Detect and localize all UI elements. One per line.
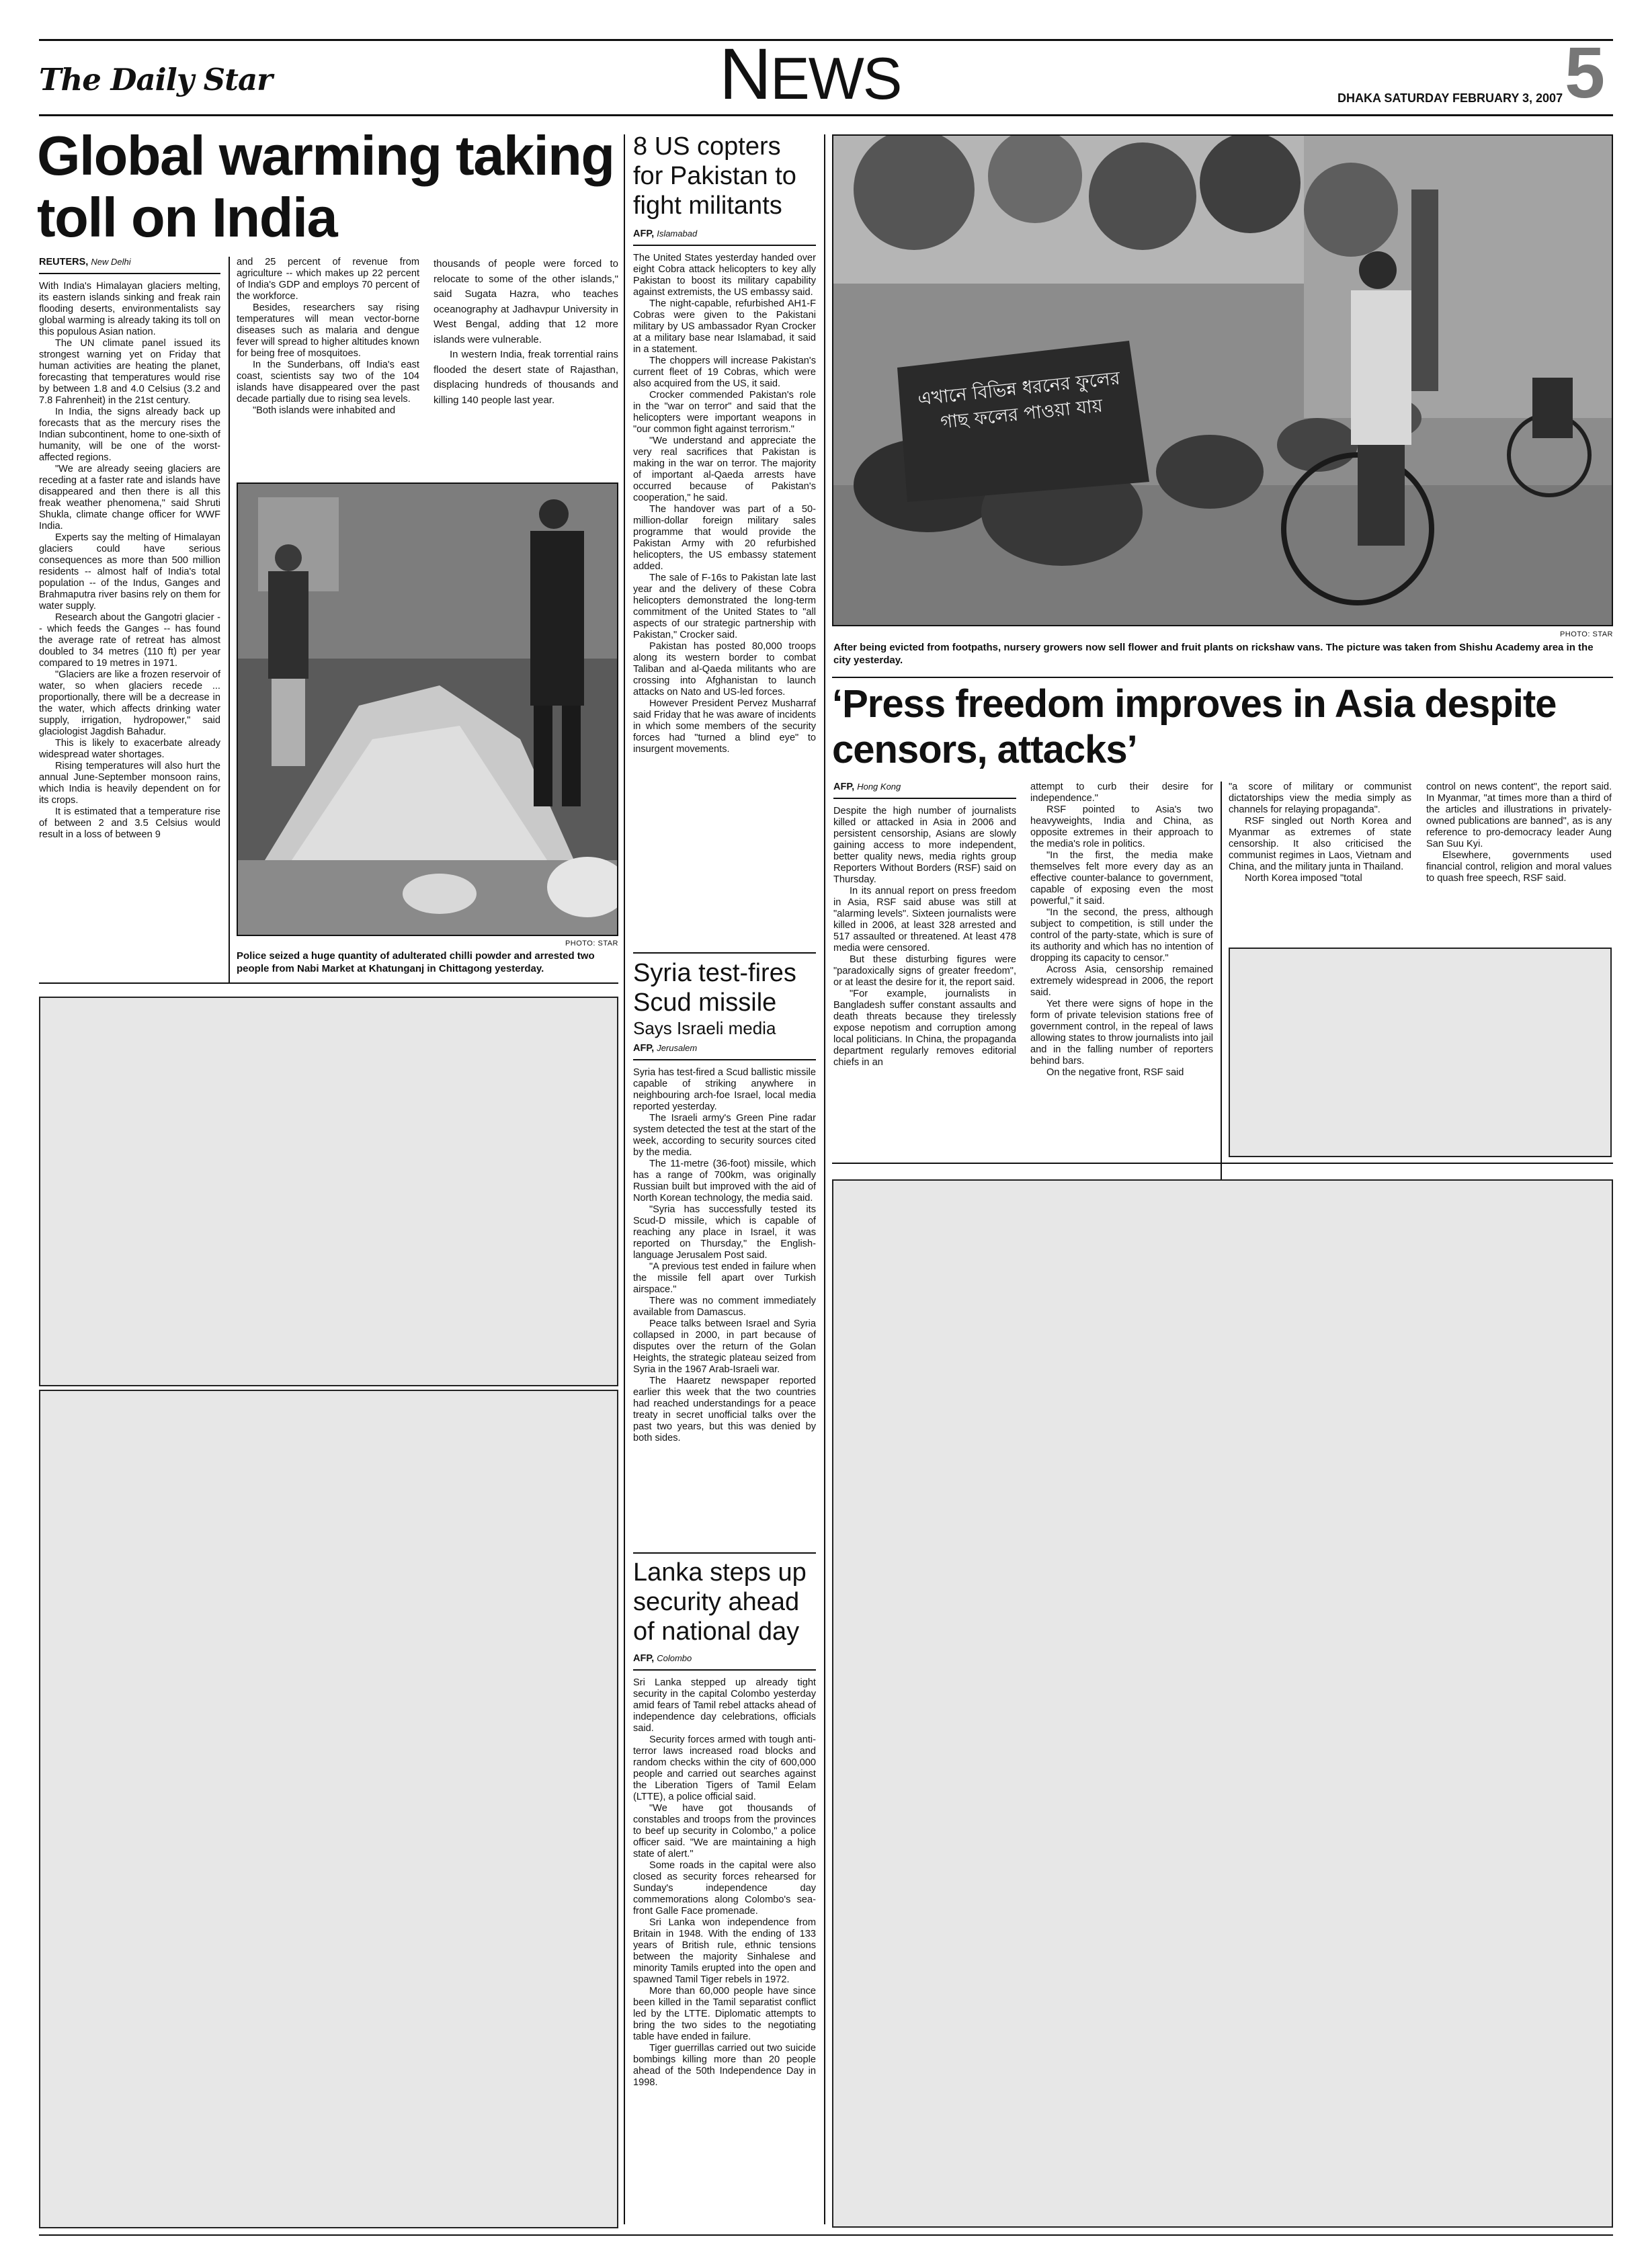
chilli-photo-illustration — [238, 484, 618, 936]
paragraph: However President Pervez Musharraf said Friday that he was aware of incidents in which some members of the security forces had "turned a blind eye" to insurgent movements. — [633, 698, 816, 755]
paragraph: RSF pointed to Asia's two heavyweights, India and China, as opposite extremes in their approach to the media's role in politics. — [1030, 804, 1213, 849]
paragraph: "Glaciers are like a frozen reservoir of water, so when glaciers recede ... proportionally, there will be a decrease in the water, which affects drinking water supply, irrigation, hydropower," said glaciologist Jagdish Bahadur. — [39, 669, 220, 737]
paragraph: It is estimated that a temperature rise of between 2 and 3.5 Celsius would result in a loss of between 9 — [39, 806, 220, 840]
article-body — [833, 806, 1016, 1068]
column-divider — [1221, 782, 1222, 1185]
paragraph: "In the first, the media make themselves felt more every day as an effective counter-balance to government, capable of exposing even the most powerful," it said. — [1030, 850, 1213, 907]
lanka-column — [633, 1558, 816, 2089]
section-rule — [39, 982, 618, 984]
column-divider — [624, 134, 625, 2224]
article-body — [633, 1677, 816, 2089]
paragraph: "In the second, the press, although subject to competition, is still under the control of the party-state, which is sure of its authority and which has no intention of dropping its capacity to censor." — [1030, 907, 1213, 964]
paragraph: There was no comment immediately available from Damascus. — [633, 1296, 816, 1318]
global-warming-col2 — [237, 257, 419, 417]
syria-column — [633, 958, 816, 1444]
ad-placeholder-3 — [1229, 948, 1612, 1157]
paragraph: The UN climate panel issued its strongest warning yet on Friday that human activities are heating the planet, forecasting that temperatures would rise by between 1.8 and 4.0 Celsius (3.2 and 7.8 Fahrenheit) in the 21st century. — [39, 338, 220, 406]
paragraph: "We are already seeing glaciers are receding at a faster rate and islands have disappeared and then there is all this freak weather phenomena," said Shruti Shukla, climate change officer for WWF India. — [39, 464, 220, 532]
syria-subhead: Says Israeli media — [633, 1018, 776, 1038]
ad-placeholder-2 — [39, 1390, 618, 2228]
paragraph: Experts say the melting of Himalayan glaciers could have serious consequences as more than 500 million residents -- almost half of India's total population -- of the Indus, Ganges and Brahmaputra river basins rely on them for water supply. — [39, 532, 220, 612]
agency-label: AFP, — [633, 1043, 655, 1054]
paragraph: Yet there were signs of hope in the form of private television stations free of government control, in the repeal of laws allowing states to throw journalists into jail and in the falling number of reporters behind bars. — [1030, 999, 1213, 1066]
section-rule — [832, 677, 1613, 678]
place-label: Colombo — [657, 1653, 692, 1663]
agency-label: REUTERS, — [39, 257, 89, 267]
paragraph: "A previous test ended in failure when the missile fell apart over Turkish airspace." — [633, 1261, 816, 1295]
place-label: Hong Kong — [857, 782, 901, 792]
paragraph: "Both islands were inhabited and — [253, 405, 396, 416]
article-body — [633, 1067, 816, 1444]
syria-headline: Syria test-fires Scud missile — [633, 959, 796, 1017]
ad-placeholder-1 — [39, 997, 618, 1386]
chilli-powder-photo — [237, 482, 618, 936]
column-divider — [824, 134, 825, 2224]
paragraph: More than 60,000 people have since been killed in the Tamil separatist conflict led by the LTTE. Diplomatic attempts to bring the two sides to the negotiating table have ended in failure. — [633, 1986, 816, 2042]
press-freedom-col2 — [1030, 782, 1213, 1079]
column-divider — [229, 257, 230, 982]
paragraph: Syria has test-fired a Scud ballistic missile capable of striking anywhere in neighbouring arch-foe Israel, local media reported yesterday. — [633, 1067, 816, 1112]
section-rule — [832, 1163, 1613, 1164]
global-warming-headline: Global warming taking toll on India — [37, 124, 614, 249]
paragraph: Across Asia, censorship remained extremely widespread in 2006, the report said. — [1030, 964, 1213, 998]
paragraph: The 11-metre (36-foot) missile, which has a range of 700km, was originally Russian built but improved with the aid of North Korean technology, the media said. — [633, 1159, 816, 1204]
press-freedom-col1 — [833, 782, 1016, 1068]
press-freedom-col4 — [1426, 782, 1612, 884]
paragraph: This is likely to exacerbate already widespread water shortages. — [39, 738, 220, 760]
paragraph: Tiger guerrillas carried out two suicide bombings killing more than 20 people ahead of the 50th Independence Day in 1998. — [633, 2043, 816, 2088]
page-bottom-rule — [39, 2234, 1613, 2236]
article-body — [633, 253, 816, 755]
paragraph: On the negative front, RSF said — [1046, 1067, 1184, 1078]
paragraph: Some roads in the capital were also closed as security forces rehearsed for Sunday's independence day commemorations along Colombo's sea-front Galle Face promenade. — [633, 1860, 816, 1917]
press-freedom-headline: ‘Press freedom improves in Asia despite censors, attacks’ — [832, 682, 1557, 771]
paragraph: Besides, researchers say rising temperatures will mean vector-borne diseases such as malaria and dengue fever will spread to higher altitudes known for being free of mosquitoes. — [237, 302, 419, 359]
paragraph: The night-capable, refurbished AH1-F Cobras were given to the Pakistani military by US ambassador Ryan Crocker at a military base near Islamabad, it said in a statement. — [633, 298, 816, 355]
paragraph: "We understand and appreciate the very real sacrifices that Pakistan is making in the war on terror. The majority of important al-Qaeda arrests have occurred because of Pakistan's cooperation," he said. — [633, 435, 816, 503]
paragraph: In the Sunderbans, off India's east coast, scientists say two of the 104 islands have disappeared over the past decade partially due to rising sea levels. — [237, 360, 419, 405]
paragraph: Security forces armed with tough anti-terror laws increased road blocks and random checks within the city of 600,000 people and carried out searches against the Liberation Tigers of Tamil Eelam (LTTE), a police official said. — [633, 1734, 816, 1802]
story-separator — [633, 1552, 816, 1554]
paragraph: "We have got thousands of constables and troops from the provinces to beef up security in Colombo," a police officer said. "We are maintaining a high state of alert." — [633, 1803, 816, 1859]
photo-caption: After being evicted from footpaths, nursery growers now sell flower and fruit plants on rickshaw vans. The picture was taken from Shishu Academy area in the city yesterday. — [833, 642, 1594, 666]
paragraph: Peace talks between Israel and Syria collapsed in 2000, in part because of disputes over the return of the Golan Heights, the strategic plateau seized from Syria in the 1967 Arab-Israeli war. — [633, 1318, 816, 1375]
lanka-headline: Lanka steps up security ahead of national day — [633, 1558, 807, 1646]
paragraph: Elsewhere, governments used financial control, religion and moral values to quash free speech, RSF said. — [1426, 850, 1612, 884]
paragraph: The Israeli army's Green Pine radar system detected the test at the start of the week, according to security sources cited by the media. — [633, 1113, 816, 1158]
paragraph: The sale of F-16s to Pakistan late last year and the delivery of these Cobra helicopters demonstrated the long-term commitment of the United States to "all aspects of our strategic partnership with Pakistan," Crocker said. — [633, 573, 816, 640]
agency-label: AFP, — [633, 228, 655, 239]
nursery-photo-illustration — [833, 136, 1613, 626]
article-body — [39, 281, 220, 841]
paragraph: "For example, journalists in Bangladesh suffer constant assaults and death threats because they tirelessly expose nepotism and corruption among local politicians. In China, the propaganda department regularly removes editorial chiefs in an — [833, 989, 1016, 1068]
paragraph: control on news content", the report said. In Myanmar, "at times more than a third of the articles and illustrations in privately-owned publications are banned", as is any reference to pro-democracy leader Aung San Suu Kyi. — [1426, 782, 1612, 849]
place-label: Jerusalem — [657, 1043, 698, 1053]
masthead-logo: The Daily Star — [39, 62, 272, 97]
global-warming-col1 — [39, 257, 220, 841]
dateline — [633, 1653, 816, 1671]
paragraph: "Syria has successfully tested its Scud-D missile, which is capable of reaching any place in Israel, it was reported on Thursday," the English-language Jerusalem Post said. — [633, 1204, 816, 1261]
page-number: 5 — [1565, 32, 1606, 113]
masthead-bottom-rule — [39, 114, 1613, 116]
paragraph: In western India, freak torrential rains flooded the desert state of Rajasthan, displacing hundreds of thousands and killing 140 people last year. — [434, 349, 618, 406]
dateline — [39, 257, 220, 274]
photo-credit: PHOTO: STAR — [1559, 630, 1613, 638]
paragraph: "a score of military or communist dictatorships view the media simply as channels for relaying propaganda". — [1229, 782, 1411, 815]
photo-caption: Police seized a huge quantity of adulterated chilli powder and arrested two people from Nabi Market at Khatunganj in Chittagong yesterday. — [237, 950, 595, 974]
paragraph: Sri Lanka won independence from Britain in 1948. With the ending of 133 years of British rule, ethnic tensions between the majority Sinhalese and minority Tamils erupted into the open and spawned Tamil Tiger rebels in 1972. — [633, 1917, 816, 1985]
paragraph: The choppers will increase Pakistan's current fleet of 19 Cobras, which were also acquired from the US, it said. — [633, 355, 816, 389]
paragraph: thousands of people were forced to relocate to some of the other islands," said Sugata Hazra, who teaches oceanography at Jadhavpur University in West Bengal, adding that 12 more islands were vulnerable. — [434, 258, 618, 345]
agency-label: AFP, — [633, 1653, 655, 1664]
story-separator — [633, 952, 816, 954]
bengali-sign-text: এখানে বিভিন্ন ধরনের ফুলের গাছ ফলের পাওয়া যায় — [917, 368, 1121, 433]
paragraph: But these disturbing figures were "paradoxically signs of greater freedom", or at least the desire for it, the report said. — [833, 954, 1016, 988]
paragraph: Sri Lanka stepped up already tight security in the capital Colombo yesterday amid fears of Tamil rebel attacks ahead of independence day celebrations, officials said. — [633, 1677, 816, 1734]
paragraph: attempt to curb their desire for independence." — [1030, 782, 1213, 804]
agency-label: AFP, — [833, 782, 855, 792]
dateline — [833, 782, 1016, 799]
paragraph: Rising temperatures will also hurt the annual June-September monsoon rains, which India is heavily dependent on for its crops. — [39, 761, 220, 806]
ad-placeholder-4 — [832, 1179, 1613, 2228]
copters-column — [633, 132, 816, 755]
copters-headline: 8 US copters for Pakistan to fight militants — [633, 132, 796, 220]
dateline — [633, 1043, 816, 1060]
global-warming-col3 — [434, 257, 618, 408]
masthead-date: DHAKA SATURDAY FEBRUARY 3, 2007 — [1337, 91, 1563, 105]
paragraph: RSF singled out North Korea and Myanmar as extremes of state censorship. It also criticised the communist regimes in Laos, Vietnam and China, and the military junta in Thailand. — [1229, 816, 1411, 872]
paragraph: In India, the signs already back up forecasts that as the mercury rises the Indian subcontinent, home to one-sixth of humanity, will be one of the worst-affected regions. — [39, 407, 220, 463]
paragraph: With India's Himalayan glaciers melting, its eastern islands sinking and freak rain flooding deserts, environmentalists say global warming is already taking its toll on this populous Asian nation. — [39, 281, 220, 337]
paragraph: In its annual report on press freedom in Asia, RSF said abuse was still at "alarming levels". Sixteen journalists were killed in 2006, at least 328 arrested and 517 assaulted or threatened. At least 478 media were censored. — [833, 886, 1016, 954]
press-freedom-col3 — [1229, 782, 1411, 884]
paragraph: Despite the high number of journalists killed or attacked in Asia in 2006 and persistent censorship, Asians are slowly gaining access to more independent, better quality news, media rights group Reporters Without Borders (RSF) said on Thursday. — [833, 806, 1016, 885]
paragraph: The United States yesterday handed over eight Cobra attack helicopters to key ally Pakistan to boost its military capability against extremists, the US embassy said. — [633, 253, 816, 298]
place-label: Islamabad — [657, 228, 698, 239]
paragraph: Research about the Gangotri glacier -- which feeds the Ganges -- has found the average rate of retreat has almost doubled to 34 metres (110 ft) per year compared to 19 metres in 1971. — [39, 612, 220, 669]
dateline — [633, 228, 816, 246]
paragraph: The Haaretz newspaper reported earlier this week that the two countries had reached understandings for a peace treaty in secret unofficial talks over the past two years, but this was denied by both sides. — [633, 1376, 816, 1443]
paragraph: and 25 percent of revenue from agriculture -- which makes up 22 percent of India's GDP and employs 70 percent of the workforce. — [237, 257, 419, 302]
photo-credit: PHOTO: STAR — [565, 939, 618, 948]
place-label: New Delhi — [91, 257, 131, 267]
paragraph: Crocker commended Pakistan's role in the "war on terror" and said that the helicopters were important weapons in "our common fight against terrorism." — [633, 390, 816, 435]
nursery-rickshaw-photo — [832, 134, 1613, 626]
paragraph: The handover was part of a 50-million-dollar foreign military sales programme that would provide the Pakistan Army with 20 refurbished helicopters, the US embassy statement added. — [633, 504, 816, 572]
paragraph: Pakistan has posted 80,000 troops along its western border to combat Taliban and al-Qaeda militants who are crossing into Afghanistan to launch attacks on Nato and US-led forces. — [633, 641, 816, 698]
section-title: NEWS — [719, 33, 901, 114]
paragraph: North Korea imposed "total — [1245, 873, 1362, 884]
